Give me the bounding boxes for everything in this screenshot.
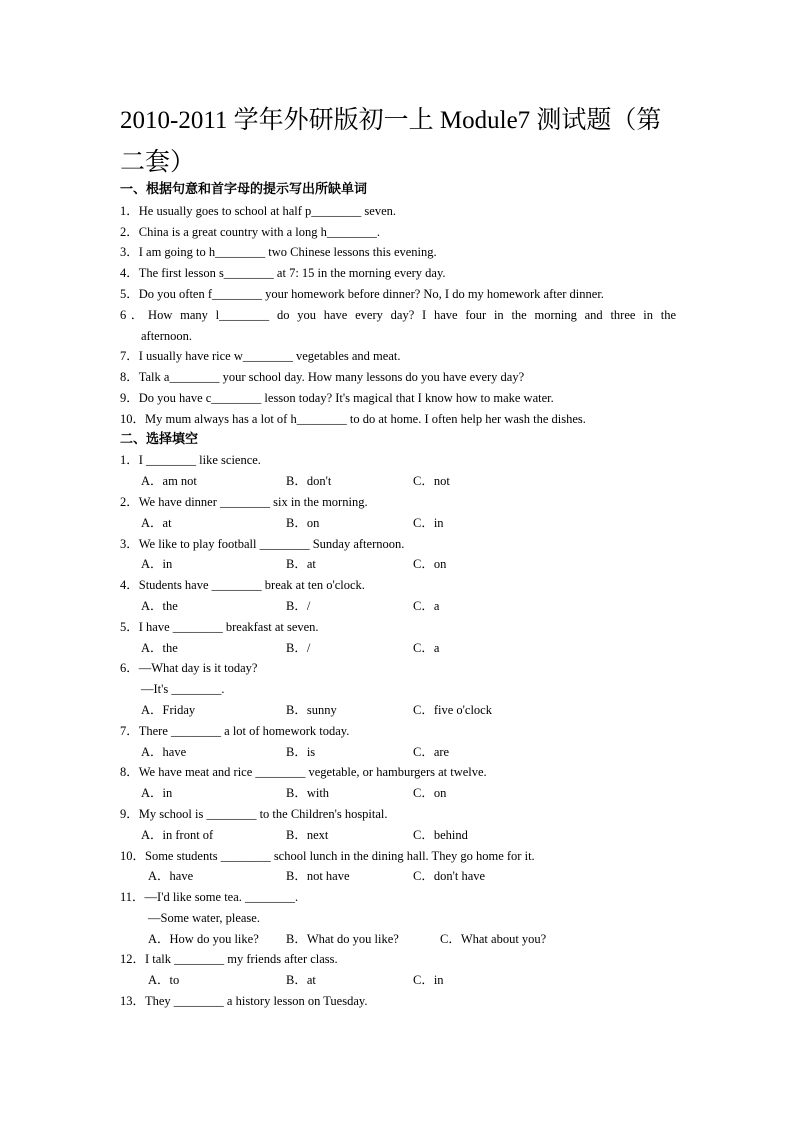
option-c: C．a xyxy=(413,598,440,613)
s1-question-2: 2．China is a great country with a long h________. xyxy=(120,224,381,239)
s2-question-6: 6．—What day is it today? xyxy=(120,661,258,676)
s2-question-3: 3．We like to play football ________ Sunday afternoon. xyxy=(120,536,405,551)
option-b: B．sunny xyxy=(286,702,337,717)
option-a: A．am not xyxy=(141,474,197,489)
option-a: A．have xyxy=(141,744,187,759)
exam-content xyxy=(120,180,676,1012)
option-a: A．to xyxy=(148,973,180,988)
s2-question-9: 9．My school is ________ to the Children's hospital. xyxy=(120,806,388,821)
s1-question-9: 9．Do you have c________ lesson today? It's magical that I know how to make water. xyxy=(120,390,554,405)
s1-question-6-continued: afternoon. xyxy=(141,328,193,343)
s1-question-1: 1．He usually goes to school at half p________ seven. xyxy=(120,203,396,218)
s1-question-10: 10．My mum always has a lot of h________ to do at home. I often help her wash the dishes. xyxy=(120,411,586,426)
option-c: C．behind xyxy=(413,827,468,842)
option-c: C．in xyxy=(413,973,444,988)
option-c: C．are xyxy=(413,744,450,759)
s2-question-6-reply: —It's ________. xyxy=(141,682,225,697)
s2-question-10: 10．Some students ________ school lunch in the dining hall. They go home for it. xyxy=(120,848,535,863)
s2-question-11-options xyxy=(120,929,676,950)
option-a: A．in xyxy=(141,786,173,801)
option-a: A．the xyxy=(141,640,178,655)
s2-question-9-options xyxy=(120,825,676,846)
option-a: A．Friday xyxy=(141,702,196,717)
s2-question-6-options xyxy=(120,700,676,721)
s2-question-1: 1．I ________ like science. xyxy=(120,453,261,468)
s2-question-5-options xyxy=(120,638,676,659)
s2-question-4: 4．Students have ________ break at ten o'clock. xyxy=(120,578,365,593)
option-a: A．How do you like? xyxy=(148,931,259,946)
s1-question-4: 4．The first lesson s________ at 7: 15 in the morning every day. xyxy=(120,266,446,281)
option-a: A．at xyxy=(141,515,172,530)
option-a: A．the xyxy=(141,598,178,613)
option-c: C．on xyxy=(413,557,447,572)
option-b: B．with xyxy=(286,786,330,801)
s2-question-1-options xyxy=(120,471,676,492)
option-c: C．on xyxy=(413,786,447,801)
s2-question-2-options xyxy=(120,513,676,534)
s2-question-11: 11．—I'd like some tea. ________. xyxy=(120,890,299,905)
s2-question-5: 5．I have ________ breakfast at seven. xyxy=(120,619,319,634)
s2-question-13: 13．They ________ a history lesson on Tuesday. xyxy=(120,994,368,1009)
option-c: C．not xyxy=(413,474,450,489)
option-c: C．don't have xyxy=(413,869,486,884)
section-2-heading: 二、选择填空 xyxy=(120,431,199,447)
s1-question-5: 5．Do you often f________ your homework before dinner? No, I do my homework after dinner. xyxy=(120,286,604,301)
option-a: A．have xyxy=(148,869,194,884)
option-b: B．don't xyxy=(286,474,332,489)
s1-question-8: 8．Talk a________ your school day. How many lessons do you have every day? xyxy=(120,370,525,385)
option-c: C．What about you? xyxy=(440,931,547,946)
s2-question-11-reply: —Some water, please. xyxy=(148,910,260,925)
option-b: B．on xyxy=(286,515,320,530)
s2-question-12: 12．I talk ________ my friends after class. xyxy=(120,952,338,967)
section-1-heading: 一、根据句意和首字母的提示写出所缺单词 xyxy=(120,182,368,197)
option-c: C．in xyxy=(413,515,444,530)
s2-question-3-options xyxy=(120,554,676,575)
option-c: C．five o'clock xyxy=(413,702,492,717)
s2-question-12-options xyxy=(120,970,676,991)
option-b: B．not have xyxy=(286,869,350,884)
option-b: B．at xyxy=(286,557,316,572)
s2-question-2: 2．We have dinner ________ six in the morning. xyxy=(120,494,368,509)
s1-question-3: 3．I am going to h________ two Chinese lessons this evening. xyxy=(120,245,437,260)
option-c: C．a xyxy=(413,640,440,655)
option-b: B．/ xyxy=(286,640,311,655)
option-b: B．is xyxy=(286,744,316,759)
option-b: B．What do you like? xyxy=(286,931,399,946)
option-b: B．at xyxy=(286,973,316,988)
page-title: 2010-2011 学年外研版初一上 Module7 测试题（第二套） xyxy=(120,107,662,176)
s2-question-10-options xyxy=(120,866,676,887)
option-b: B．next xyxy=(286,827,329,842)
s2-question-7-options xyxy=(120,742,676,763)
s2-question-8-options xyxy=(120,783,676,804)
s2-question-7: 7．There ________ a lot of homework today. xyxy=(120,723,350,738)
s1-question-6: 6．How many l________ do you have every day? I have four in the morning and three in the xyxy=(120,307,676,322)
s2-question-4-options xyxy=(120,596,676,617)
option-a: A．in front of xyxy=(141,827,214,842)
s1-question-7: 7．I usually have rice w________ vegetables and meat. xyxy=(120,349,401,364)
option-a: A．in xyxy=(141,557,173,572)
s2-question-8: 8．We have meat and rice ________ vegetable, or hamburgers at twelve. xyxy=(120,765,487,780)
option-b: B．/ xyxy=(286,598,311,613)
